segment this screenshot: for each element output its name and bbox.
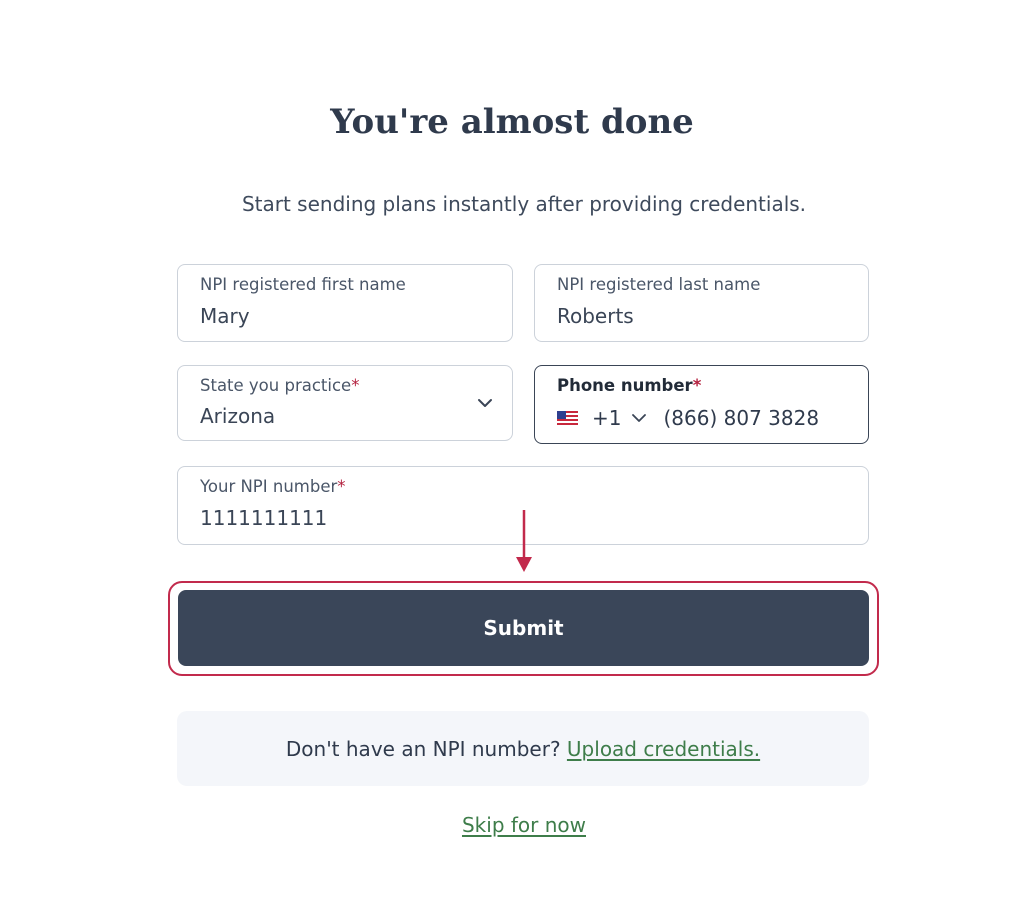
us-flag-icon[interactable] — [557, 411, 578, 425]
state-label-text: State you practice — [200, 376, 352, 395]
skip-for-now-link[interactable]: Skip for now — [461, 813, 586, 837]
last-name-value[interactable]: Roberts — [557, 304, 634, 328]
state-select[interactable] — [177, 365, 513, 441]
npi-prompt-text: Don't have an NPI number? — [285, 736, 561, 761]
page-subtitle: Start sending plans instantly after providing credentials. — [241, 192, 807, 216]
skip-container — [0, 810, 1024, 840]
npi-label — [200, 476, 346, 498]
country-code[interactable]: +1 — [592, 406, 622, 430]
chevron-down-icon[interactable] — [631, 410, 647, 426]
phone-value[interactable]: (866) 807 3828 — [663, 406, 820, 430]
phone-label — [557, 375, 701, 397]
first-name-label: NPI registered first name — [200, 275, 406, 294]
first-name-field[interactable] — [177, 264, 513, 342]
phone-input-row — [557, 404, 819, 432]
required-mark: * — [337, 477, 346, 496]
page-title: You're almost done — [330, 102, 694, 142]
submit-button[interactable]: Submit — [178, 590, 869, 666]
chevron-down-icon[interactable] — [476, 394, 494, 412]
state-label — [200, 375, 359, 397]
required-mark: * — [692, 376, 702, 395]
phone-field[interactable] — [534, 365, 869, 444]
required-mark: * — [351, 376, 360, 395]
last-name-field[interactable] — [534, 264, 869, 342]
upload-credentials-link[interactable]: Upload credentials. — [566, 736, 761, 761]
phone-label-text: Phone number — [557, 376, 693, 395]
state-value[interactable]: Arizona — [200, 404, 276, 428]
last-name-label: NPI registered last name — [557, 275, 761, 294]
arrow-down-icon — [513, 510, 535, 574]
npi-value[interactable]: 1111111111 — [200, 506, 328, 530]
first-name-value[interactable]: Mary — [200, 304, 250, 328]
npi-label-text: Your NPI number — [200, 477, 338, 496]
npi-info-box — [177, 711, 869, 786]
